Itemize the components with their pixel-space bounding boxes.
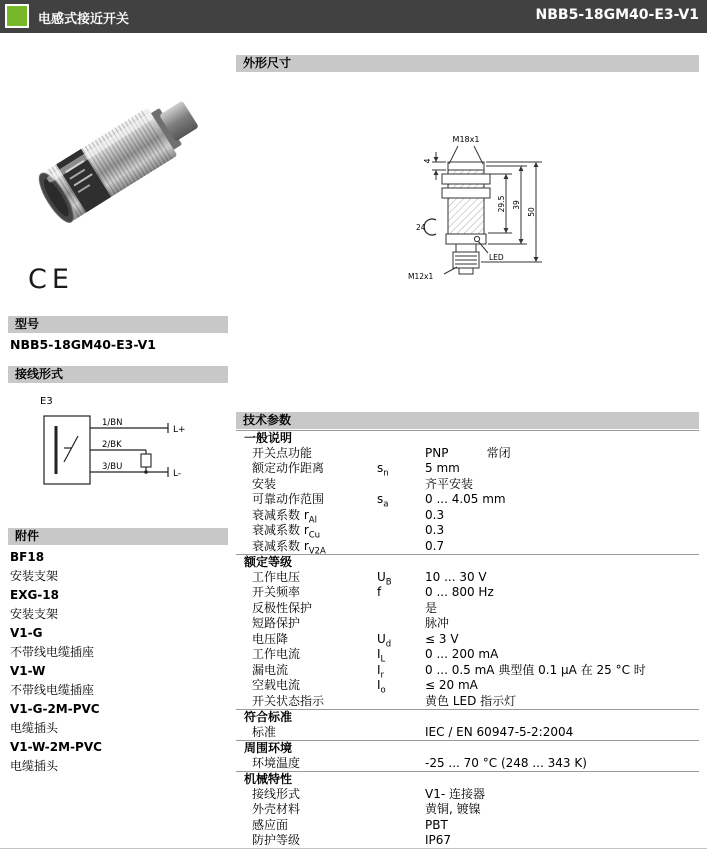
dim-label-39: 39 bbox=[512, 200, 521, 210]
brand-logo-square bbox=[5, 4, 29, 28]
tech-row-symbol: f bbox=[377, 585, 382, 599]
tech-row-symbol: $s_a$ bbox=[377, 492, 389, 510]
tech-row-symbol bbox=[377, 725, 425, 741]
tech-row-label: 漏电流 bbox=[252, 662, 289, 677]
tech-row-symbol: $I_o$ bbox=[377, 678, 386, 696]
tech-group-header bbox=[236, 771, 699, 787]
tech-row bbox=[236, 539, 699, 555]
part-number: NBB5-18GM40-E3-V1 bbox=[535, 7, 699, 23]
tech-row-label: 可靠动作范围 bbox=[252, 492, 325, 506]
tech-row bbox=[236, 570, 699, 586]
load-symbol bbox=[141, 454, 151, 467]
tech-row-value: ≤ 20 mA bbox=[425, 678, 478, 692]
section-header-wiring: 接线形式 bbox=[8, 366, 228, 383]
product-photo bbox=[16, 48, 216, 268]
tech-row-label: 额定动作距离 bbox=[252, 461, 325, 475]
accessory-description: 不带线电缆插座 bbox=[10, 645, 95, 659]
tech-row-value: 0 ... 800 Hz bbox=[425, 585, 494, 599]
tech-group-title: 额定等级 bbox=[244, 555, 293, 569]
tech-row-value: IP67 bbox=[425, 833, 452, 847]
tech-row-label: 工作电流 bbox=[252, 647, 301, 661]
tech-row-label: 标准 bbox=[252, 724, 277, 739]
tech-row bbox=[236, 802, 699, 818]
tech-group-title: 机械特性 bbox=[244, 772, 293, 786]
tech-row-label: 外壳材料 bbox=[252, 802, 301, 816]
tech-row-value: 齐平安装 bbox=[425, 476, 474, 491]
tech-table bbox=[236, 430, 699, 849]
tech-row-label: 衰减系数 $r_{Cu}$ bbox=[252, 523, 321, 541]
tech-row-label: 电压降 bbox=[252, 631, 289, 646]
accessory-description: 安装支架 bbox=[10, 607, 59, 621]
dim-label-m12: M12x1 bbox=[408, 272, 434, 281]
tech-row-label: 接线形式 bbox=[252, 786, 301, 801]
tech-group-header bbox=[236, 430, 699, 446]
tech-row-symbol bbox=[377, 616, 425, 632]
accessory-name: V1-W-2M-PVC bbox=[10, 740, 102, 754]
tech-row-value: 0.3 bbox=[425, 523, 445, 537]
tech-row bbox=[236, 477, 699, 493]
dim-label-29-5: 29.5 bbox=[497, 195, 506, 213]
tech-row bbox=[236, 787, 699, 803]
tech-row-label: 短路保护 bbox=[252, 616, 301, 630]
tech-row bbox=[236, 616, 699, 632]
accessory-description: 电缆插头 bbox=[10, 721, 59, 735]
tech-row-value: 脉冲 bbox=[425, 616, 450, 630]
accessory-name: V1-G bbox=[10, 626, 43, 640]
accessory-description: 电缆插头 bbox=[10, 759, 59, 773]
tech-row-label: 开关状态指示 bbox=[252, 693, 325, 708]
tech-row-label: 开关点功能 bbox=[252, 445, 313, 460]
tech-row-value: ≤ 3 V bbox=[425, 631, 459, 646]
tech-row-label: 安装 bbox=[252, 476, 277, 491]
tech-group-header bbox=[236, 709, 699, 725]
tech-row bbox=[236, 756, 699, 772]
tech-row-symbol bbox=[377, 446, 425, 462]
tech-row-symbol: $s_n$ bbox=[377, 461, 389, 479]
tech-row-label: 感应面 bbox=[252, 817, 289, 832]
tech-row-label: 空载电流 bbox=[252, 678, 301, 692]
tech-row bbox=[236, 601, 699, 617]
tech-row-label: 环境温度 bbox=[252, 755, 301, 770]
tech-row-symbol bbox=[377, 477, 425, 493]
tech-row bbox=[236, 818, 699, 834]
tech-row bbox=[236, 492, 699, 508]
tech-row-symbol bbox=[377, 601, 425, 617]
tech-row-symbol bbox=[377, 523, 425, 539]
tech-row-symbol bbox=[377, 694, 425, 710]
accessory-name: V1-W bbox=[10, 664, 46, 678]
tech-row-symbol bbox=[377, 818, 425, 834]
tech-row bbox=[236, 663, 699, 679]
tech-row-value: 黄铜, 镀镍 bbox=[425, 802, 481, 816]
tech-group-title: 周围环境 bbox=[244, 741, 293, 755]
wiring-lplus-label: L+ bbox=[173, 425, 186, 435]
tech-row-label: 反极性保护 bbox=[252, 600, 313, 615]
tech-row-symbol bbox=[377, 787, 425, 803]
tech-row-value: 是 bbox=[425, 600, 438, 615]
right-column bbox=[236, 40, 699, 848]
dim-label-24: 24 bbox=[416, 223, 426, 232]
section-header-model: 型号 bbox=[8, 316, 228, 333]
tech-row-symbol: $I_r$ bbox=[377, 662, 385, 680]
tech-group-title: 符合标准 bbox=[244, 710, 293, 724]
tech-row-value: 0.3 bbox=[425, 507, 445, 522]
tech-row-value: 0 ... 200 mA bbox=[425, 647, 499, 661]
tech-row-value: PNP 常闭 bbox=[425, 445, 511, 460]
tech-row-label: 衰减系数 $r_{Al}$ bbox=[252, 507, 317, 525]
tech-row-symbol bbox=[377, 833, 425, 849]
dim-label-4: 4 bbox=[423, 158, 432, 164]
tech-row bbox=[236, 694, 699, 710]
tech-row-symbol: $I_L$ bbox=[377, 647, 386, 665]
dim-label-50: 50 bbox=[527, 207, 536, 217]
dimension-drawing bbox=[356, 122, 656, 372]
tech-row bbox=[236, 647, 699, 663]
accessory-name: EXG-18 bbox=[10, 588, 59, 602]
tech-row bbox=[236, 833, 699, 849]
tech-row bbox=[236, 678, 699, 694]
tech-group-header bbox=[236, 740, 699, 756]
tech-row-symbol bbox=[377, 508, 425, 524]
tech-row-value: 0.7 bbox=[425, 538, 445, 553]
wiring-pin3-label: 3/BU bbox=[102, 462, 123, 472]
tech-row bbox=[236, 523, 699, 539]
section-header-dimensions: 外形尺寸 bbox=[236, 55, 699, 72]
tech-row bbox=[236, 725, 699, 741]
tech-row-label: 工作电压 bbox=[252, 569, 301, 584]
tech-row bbox=[236, 585, 699, 601]
tech-row-value: V1- 连接器 bbox=[425, 786, 485, 801]
wiring-diagram bbox=[18, 388, 198, 513]
tech-row-symbol bbox=[377, 539, 425, 555]
wiring-lminus-label: L- bbox=[173, 469, 182, 479]
accessory-name: V1-G-2M-PVC bbox=[10, 702, 100, 716]
tech-row-symbol: $U_d$ bbox=[377, 631, 392, 649]
wiring-variant-label: E3 bbox=[40, 396, 53, 407]
tech-row-value: -25 ... 70 °C (248 ... 343 K) bbox=[425, 755, 587, 770]
tech-row bbox=[236, 508, 699, 524]
tech-row-value: 10 ... 30 V bbox=[425, 569, 487, 584]
wiring-pin1-label: 1/BN bbox=[102, 418, 123, 428]
left-column bbox=[8, 40, 228, 840]
tech-group-title: 一般说明 bbox=[244, 431, 293, 445]
tech-row bbox=[236, 632, 699, 648]
sensor-symbol-box bbox=[44, 416, 90, 484]
tech-row-value: 0 ... 0.5 mA 典型值 0.1 μA 在 25 °C 时 bbox=[425, 662, 646, 677]
tech-row-label: 防护等级 bbox=[252, 833, 301, 847]
tech-row bbox=[236, 461, 699, 477]
dim-label-led: LED bbox=[489, 253, 504, 262]
accessories-list bbox=[10, 548, 226, 776]
tech-row-symbol bbox=[377, 756, 425, 772]
accessory-name: BF18 bbox=[10, 550, 45, 564]
tech-row-value: IEC / EN 60947-5-2:2004 bbox=[425, 724, 574, 739]
dim-label-m18: M18x1 bbox=[452, 135, 480, 144]
tech-row-symbol bbox=[377, 802, 425, 818]
tech-row-label: 开关频率 bbox=[252, 585, 301, 599]
section-header-tech: 技术参数 bbox=[236, 412, 699, 429]
product-family-title: 电感式接近开关 bbox=[38, 12, 130, 27]
section-header-accessories: 附件 bbox=[8, 528, 228, 545]
accessory-description: 不带线电缆插座 bbox=[10, 683, 95, 697]
tech-row-value: 0 ... 4.05 mm bbox=[425, 492, 506, 506]
tech-row-value: 5 mm bbox=[425, 461, 460, 475]
tech-row-symbol: $U_B$ bbox=[377, 569, 392, 587]
tech-row-label: 衰减系数 $r_{V2A}$ bbox=[252, 538, 326, 556]
tech-row bbox=[236, 446, 699, 462]
tech-row-value: 黄色 LED 指示灯 bbox=[425, 693, 517, 708]
accessory-description: 安装支架 bbox=[10, 569, 59, 583]
tech-row-value: PBT bbox=[425, 817, 448, 832]
ce-mark: CE bbox=[28, 264, 74, 295]
model-value: NBB5-18GM40-E3-V1 bbox=[10, 337, 156, 352]
wiring-pin2-label: 2/BK bbox=[102, 440, 122, 450]
header-bar bbox=[0, 0, 707, 33]
tech-group-header bbox=[236, 554, 699, 570]
sensor-barrel bbox=[33, 90, 205, 227]
